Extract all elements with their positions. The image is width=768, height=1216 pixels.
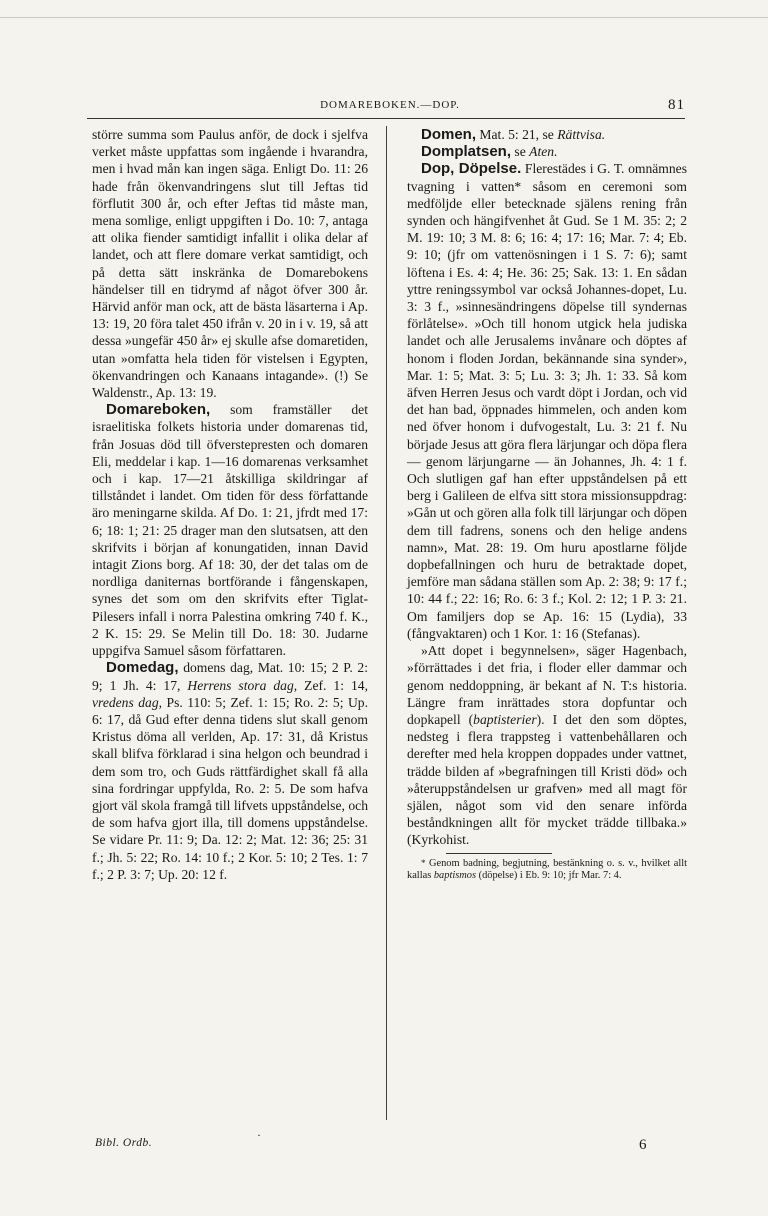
footnote-marker: * [421,857,426,868]
italic-term: baptisterier [473,711,537,727]
footnote-text: Genom badning, begjutning, bestänkning o. s. v., hvilket allt kallas [407,857,687,882]
entry-text: se [514,144,526,160]
italic-term: vredens dag, [92,694,163,710]
entry-domen [407,126,687,143]
sheet-number: 6 [639,1137,647,1153]
entry-dop [407,160,687,642]
entry-text: Mat. 5: 21, se [479,127,554,142]
entry-domplatsen [407,143,687,160]
entry-text: domens dag, Mat. 10: 15; 2 P. 2: 9; 1 Jh. 4: 17, [92,660,368,693]
right-column [407,126,687,883]
italic-term: Herrens stora dag, [187,677,298,693]
entry-text: Flerestädes i G. T. omnämnes tvagning i vatten* såsom en ceremoni som medföljde eller betecknade själens rening från synden och hängifvenhet åt Gud. Se 1 M. 35: 2; 2 M. 19: 10; 3 M. 8: 6; 16: 4; 17: 16; Mar. 7: 4; Eb. 9: 10; (jfr om vattenösningen i 1 S. 7: 6); samt löftena i Es. 4: 4; He. 36: 25; Sak. 13: 1. En sådan yttre reningssymbol var också Johannes-dopet, Lu. 3: 3 f., »sinnesändringens döpelse till syndernas förlåtelse». »Och till honom utgick hela judiska landet och alle Jerusalems invånare och döptes af honom i floden Jordan, bekännande sina synder», Mar. 1: 5; Mat. 3: 5; Lu. 3: 3; Jh. 1: 33. Så kom äfven Herren Jesus och vardt döpt i Jordan, och vid det han bad, öppnades himmelen, och anden kom ned öfver honom i dufvogestalt, Lu. 3: 21 f. Nu började Jesus att göra flera lärjungar och döpa flera — genom lärjungarne — än Johannes, Jh. 4: 1 f. Och slutligen gaf han efter uppståndelsen på ett berg i Galileen de elfva sitt stora missionsuppdrag: »Gån ut och gören alla folk till lärjungar och döpen dem till fadrens, sonens och den helige andens namn», Mat. 28: 19. Om huru apostlarne följde dopbefallningen och huru de betraktade dopet, jemföre man sådana ställen som Ap. 2: 38; 9: 17 f.; 10: 44 f.; 22: 16; Ro. 6: 3 f.; Kol. 2: 12; 1 P. 3: 21. Om familjers dop se Ap. 16: 15 (Lydia), 33 (fångvaktaren) och 1 Kor. 1: 16 (Stefanas). [407,161,687,641]
footnote-rule [446,853,552,854]
page-number: 81 [668,97,685,113]
entry-text: ). I det den som döptes, nedsteg i flera trappsteg i vattenbehållaren och derefter med hela kroppen doppades under vattnet, trädde bilden af »begrafningen till Kristi död» och »återuppståndelsen ur grafven» med all magt för själen, något som vid den senare införda beståndkningen allt för mycket trädde tillbaka.» (Kyrkohist. [407,711,688,848]
headword-dop: Dop, Döpelse. [421,160,522,178]
entry-text: Ps. 110: 5; Zef. 1: 15; Ro. 2: 5; Up. 6: 17, då Gud efter denna tidens slut skall genom Kristus döma all verlden, Ap. 17: 31, då Kristus skall blifva förklarad i sina helgon och beundrad i dem som tro, och Guds rättfärdighet skall få alla sina fordringar uppfylda, Ro. 2: 5. De som hafva gjort väl skola framgå till lifvets uppståndelse, och de som hafva gjort illa, till domens uppståndelse. Se vidare Pr. 11: 9; Da. 12: 2; Mat. 12: 36; 25: 31 f.; Jh. 5: 22; Ro. 14: 10 f.; 2 Kor. 5: 10; 2 Tes. 1: 7 f.; 2 P. 3: 7; Up. 20: 12 f. [92,694,368,882]
footnote-text: (döpelse) i Eb. 9: 10; jfr Mar. 7: 4. [478,870,622,882]
headword-domplatsen: Domplatsen, [421,143,512,161]
headword-domedag: Domedag, [106,659,179,677]
column-divider [386,126,387,1120]
footer-signature: Bibl. Ordb. [95,1137,153,1149]
entry-domareboken [92,401,368,659]
left-column [92,126,368,883]
cross-reference: Aten. [529,144,558,160]
header-rule [87,118,685,119]
entry-text: Zef. 1: 14, [304,677,368,693]
page-header [95,97,685,113]
headword-domen: Domen, [421,126,477,143]
cross-reference: Rättvisa. [557,127,606,142]
italic-term: baptismos [433,870,477,882]
headword-domareboken: Domareboken, [106,401,211,419]
top-edge-line [0,17,768,18]
paragraph-hagenbach [407,642,687,848]
entry-text: som framställer det israelitiska folkets historia under domarenas tid, från Josuas död till öfverstepresten och domaren Eli, meddelar i kap. 1—16 domarenas verksamhet och i kap. 17—21 åtskilliga skildringar af tillståndet i landet. Om tiden för dess författande äro meningarne skilda. Af Do. 1: 21, jfrdt med 17: 6; 18: 1; 21: 25 drager man den slutsatsen, att den skrifvits i början af konungatiden, innan David intagit Zions borg. Af 18: 30, der det talas om de nordliga daniternas bortförande i fångenskapen, synes det som om den skrifvits efter Tiglat-Pilesers infall i norra Palestina omkring 740 f. K., 2 K. 15: 29. Se Melin till Do. 18: 30. Judarne uppgifva Samuel såsom författaren. [92,402,368,659]
paragraph-continuation: större summa som Paulus anför, de dock i sjelfva verket måste uppfattas som ingående i hvarandra, men i hvad mån kan ingen säga. Enligt Do. 11: 26 hade från ökenvandringens slut till Jeftas tid förflutit 300 år, och efter Jeftas tid måste man, mena somlige, enligt uppgiften i Do. 10: 7, antaga att olika fiender samtidigt infallit i olika delar af landet, och att flere domare verkat samtidigt, och på detta sätt inskränka de Domarebokens händelser till en tidrymd af något öfver 300 år. Härvid anför man ock, att de bästa läsarterna i Ap. 13: 19, 20 föra talet 450 ifrån v. 20 in i v. 19, så att dessa »ungefär 450 år» ej skulle afse domaretiden, utan »omfatta hela tiden för vistelsen i Egypten, ökenvandringen och Kanaans intagande». (!) Se Waldenstr., Ap. 13: 19. [92,127,368,401]
footnote [407,857,687,883]
running-title: DOMAREBOKEN.—DOP. [320,99,460,111]
footer-dot: · [257,1128,261,1142]
entry-text: »Att dopet i begynnelsen», säger Hagenbach, »förrättades i det fria, i floder eller dammar och genom neddoppning, är bekant af N. T:s historia. Längre fram inrättades stora dopfuntar och dopkapell ( [407,643,687,727]
entry-domedag [92,659,368,883]
